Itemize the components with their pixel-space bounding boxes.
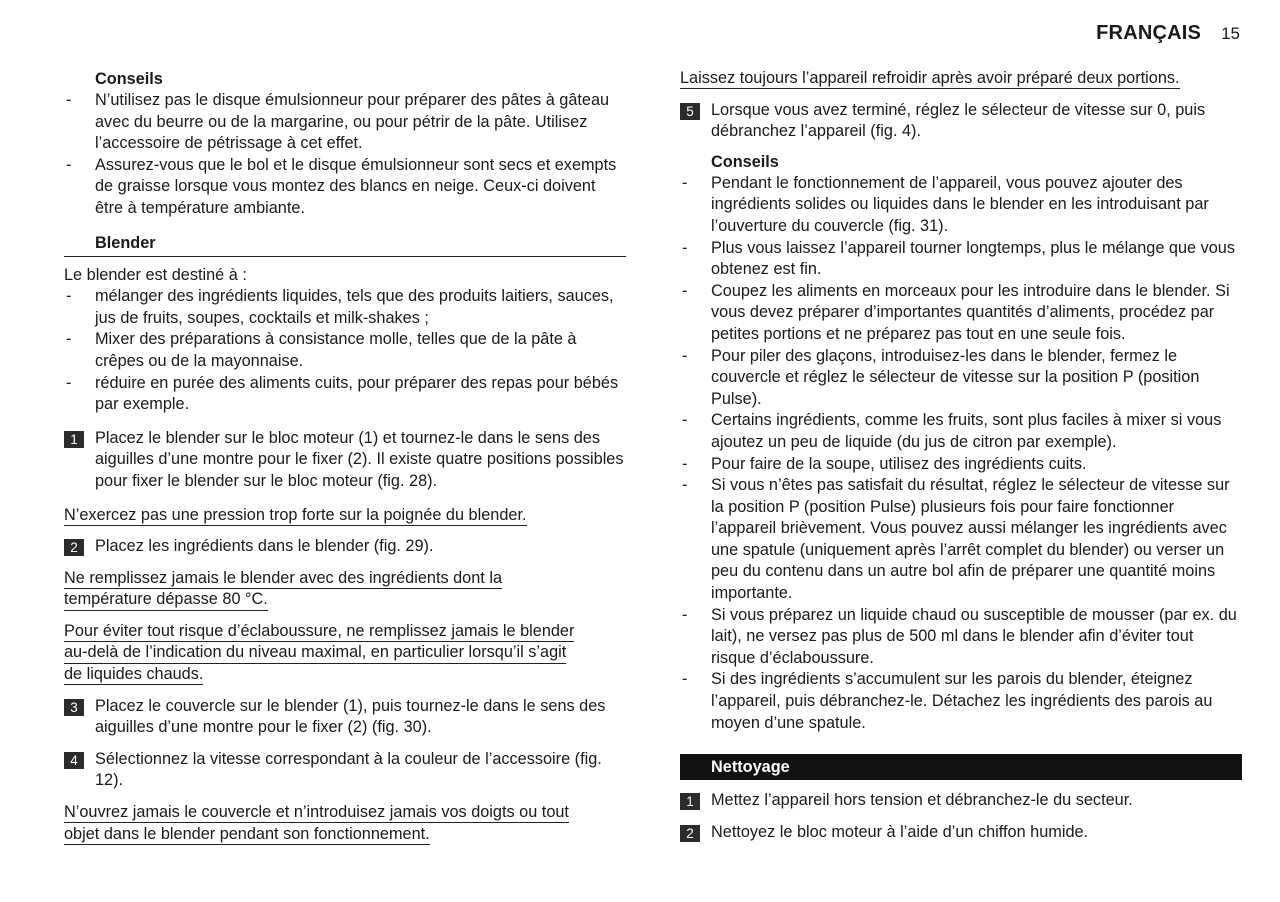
warning-text: N’ouvrez jamais le couvercle et n’introduisez jamais vos doigts ou tout [64, 802, 569, 823]
warning-text: au-delà de l’indication du niveau maximal, en particulier lorsqu’il s’agit [64, 642, 566, 663]
tips-list-left [64, 90, 626, 220]
warning-text: N’exercez pas une pression trop forte sur la poignée du blender. [64, 505, 527, 526]
language-label: FRANÇAIS [1096, 22, 1202, 44]
step-text: Placez les ingrédients dans le blender (fig. 29). [95, 537, 434, 556]
tips-heading-left: Conseils [95, 70, 163, 88]
step-text: Sélectionnez la vitesse correspondant à la couleur de l’accessoire (fig. 12). [95, 749, 602, 790]
warning-text: Pour éviter tout risque d’éclaboussure, ne remplissez jamais le blender [64, 621, 574, 642]
list-item: - Certains ingrédients, comme les fruits, sont plus faciles à mixer si vous ajoutez un peu de liquide (du jus de citron par exemple). [680, 410, 1242, 453]
list-item: - Si des ingrédients s’accumulent sur les parois du blender, éteignez l’appareil, puis débranchez-le. Détachez les ingrédients des parois au moyen d’une spatule. [680, 669, 1242, 734]
blender-uses-list [64, 286, 626, 416]
list-item: - mélanger des ingrédients liquides, tels que des produits laitiers, sauces, jus de fruits, soupes, cocktails et milk-shakes ; [64, 286, 626, 329]
blender-heading: Blender [64, 232, 626, 257]
list-item: - Coupez les aliments en morceaux pour les introduire dans le blender. Si vous devez préparer d’importantes quantités d’aliments, procédez par petites portions et ne préparez pas tout en une seule fois. [680, 281, 1242, 346]
step-number: 3 [64, 699, 84, 716]
cleaning-step-2 [680, 822, 1242, 844]
list-item: - Pour faire de la soupe, utilisez des ingrédients cuits. [680, 454, 1242, 476]
left-column [64, 68, 626, 845]
list-item: - N’utilisez pas le disque émulsionneur pour préparer des pâtes à gâteau avec du beurre ou de la margarine, ou pour pétrir de la pâte. Utilisez l’accessoire de pétrissage à cet effet. [64, 90, 626, 155]
warning-cooldown [680, 68, 1242, 90]
warning-grip [64, 505, 626, 527]
list-item: - Si vous n’êtes pas satisfait du résultat, réglez le sélecteur de vitesse sur la position P (position Pulse) plusieurs fois pour faire fonctionner l’appareil brièvement. Vous pouvez aussi mélanger les ingrédients avec une spatule (uniquement après l’arrêt complet du blender) ou verser un peu du contenu dans un autre bol afin de préparer une quantité moins importante. [680, 475, 1242, 605]
step-4 [64, 749, 626, 792]
step-text: Mettez l’appareil hors tension et débranchez-le du secteur. [711, 791, 1133, 810]
tips-heading-right: Conseils [711, 152, 779, 171]
step-number: 4 [64, 752, 84, 769]
step-1 [64, 428, 626, 493]
step-2 [64, 536, 626, 558]
step-5 [680, 100, 1242, 143]
blender-intro: Le blender est destiné à : [64, 265, 247, 284]
step-3 [64, 696, 626, 739]
cleaning-step-1 [680, 790, 1242, 812]
step-text: Lorsque vous avez terminé, réglez le sélecteur de vitesse sur 0, puis débranchez l’appareil (fig. 4). [711, 100, 1206, 141]
list-item: - Mixer des préparations à consistance molle, telles que de la pâte à crêpes ou de la mayonnaise. [64, 329, 626, 372]
step-text: Nettoyez le bloc moteur à l’aide d’un chiffon humide. [711, 822, 1089, 841]
step-text: Placez le couvercle sur le blender (1), puis tournez-le dans le sens des aiguilles d’une montre pour le fixer (2) (fig. 30). [95, 696, 606, 737]
list-item: - réduire en purée des aliments cuits, pour préparer des repas pour bébés par exemple. [64, 373, 626, 416]
list-item: - Plus vous laissez l’appareil tourner longtemps, plus le mélange que vous obtenez est fin. [680, 238, 1242, 281]
warning-splash [64, 621, 626, 686]
list-item: - Pendant le fonctionnement de l’appareil, vous pouvez ajouter des ingrédients solides ou liquides dans le blender en les introduisant par l’ouverture du couvercle (fig. 31). [680, 173, 1242, 238]
list-item: - Pour piler des glaçons, introduisez-les dans le blender, fermez le couvercle et réglez le sélecteur de vitesse sur la position P (position Pulse). [680, 346, 1242, 411]
step-number: 2 [64, 539, 84, 556]
list-item: - Si vous préparez un liquide chaud ou susceptible de mousser (par ex. du lait), ne versez pas plus de 500 ml dans le blender afin d’éviter tout risque d’éclaboussure. [680, 605, 1242, 670]
warning-text: objet dans le blender pendant son fonctionnement. [64, 824, 430, 845]
cleaning-heading: Nettoyage [680, 754, 1242, 780]
warning-lid [64, 802, 626, 845]
step-number: 1 [64, 431, 84, 448]
warning-text: de liquides chauds. [64, 664, 203, 685]
warning-text: température dépasse 80 °C. [64, 589, 268, 610]
page-header [1096, 22, 1240, 45]
step-number: 5 [680, 103, 700, 120]
warning-text: Ne remplissez jamais le blender avec des ingrédients dont la [64, 568, 502, 589]
right-column [680, 68, 1242, 843]
step-number: 1 [680, 793, 700, 810]
page-number: 15 [1221, 24, 1240, 43]
warning-temperature [64, 568, 626, 611]
tips-list-right [680, 173, 1242, 734]
step-number: 2 [680, 825, 700, 842]
list-item: - Assurez-vous que le bol et le disque émulsionneur sont secs et exempts de graisse lorsque vous montez des blancs en neige. Ceux-ci doivent être à température ambiante. [64, 155, 626, 220]
step-text: Placez le blender sur le bloc moteur (1) et tournez-le dans le sens des aiguilles d’une montre pour le fixer (2). Il existe quatre positions possibles pour fixer le blender sur le bloc moteur (fig. 28). [95, 428, 624, 490]
warning-text: Laissez toujours l’appareil refroidir après avoir préparé deux portions. [680, 68, 1180, 89]
